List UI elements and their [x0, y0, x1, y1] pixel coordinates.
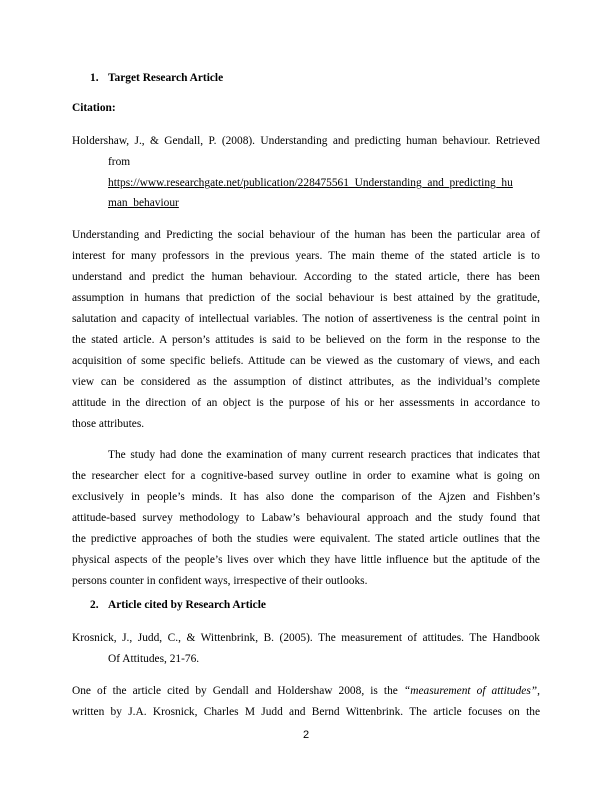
citation-url[interactable] — [108, 196, 540, 210]
paragraph-line: persons counter in confident ways, irrespective of their outlooks. — [72, 575, 368, 587]
paragraph-line: the stated article. A person’s attitudes is said to be believed on the form in the response to the — [72, 334, 540, 346]
paragraph-line: exclusively in people’s minds. It has also done the comparison of the Ajzen and Fishben’s — [72, 491, 540, 503]
section-2-title: Article cited by Research Article — [108, 599, 266, 611]
paragraph-text: One of the article cited by Gendall and Holdershaw 2008, is the — [72, 685, 404, 697]
citation-url-link[interactable]: man_behaviour — [108, 197, 179, 209]
paragraph-line: the predictive approaches of both the studies were equivalent. The stated article outlines that the — [72, 533, 540, 545]
citation-line: Holdershaw, J., & Gendall, P. (2008). Understanding and predicting human behaviour. Retrieved — [72, 135, 540, 147]
paragraph-line: attitude-based survey methodology to Labaw’s behavioural approach and the study found that — [72, 512, 540, 524]
reference-line: Krosnick, J., Judd, C., & Wittenbrink, B. (2005). The measurement of attitudes. The Handbook — [72, 632, 540, 644]
reference-line: Of Attitudes, 21-76. — [108, 653, 200, 665]
citation-url[interactable] — [108, 176, 540, 190]
section-1-number: 1. — [90, 72, 99, 84]
paragraph-line: the researcher elect for a cognitive-based survey outline in order to examine what is going on — [72, 470, 540, 482]
paragraph-line: physical aspects of the people’s lives over which they have little influence but the aptitude of the — [72, 554, 540, 566]
paragraph-line: those attributes. — [72, 418, 145, 430]
paragraph-line: acquisition of some specific beliefs. Attitude can be viewed as the customary of views, and each — [72, 355, 540, 367]
paragraph-line: The study had done the examination of many current research practices that indicates that — [108, 449, 540, 461]
paragraph-line: assumption in humans that prediction of the social behaviour is best attained by the gratitude, — [72, 292, 540, 304]
citation-url-link[interactable]: https://www.researchgate.net/publication/228475561_Understanding_and_predicting_hu — [108, 177, 513, 189]
section-1-title: Target Research Article — [108, 72, 224, 84]
paragraph-line: attitude in the direction of an object is the purpose of his or her assessments in accordance to — [72, 397, 540, 409]
page-number: 2 — [302, 729, 310, 741]
paragraph-line: view can be considered as the assumption of distinct attributes, as the individual’s complete — [72, 376, 540, 388]
article-title-italic: “measurement of attitudes” — [403, 685, 538, 697]
section-1-heading — [90, 72, 223, 84]
section-2-heading — [90, 599, 266, 611]
paragraph-line — [72, 684, 540, 698]
paragraph-line: Understanding and Predicting the social behaviour of the human has been the particular area of — [72, 229, 540, 241]
paragraph-line: interest for many professors in the previous years. The main theme of the stated article is to — [72, 250, 540, 262]
citation-label: Citation: — [72, 102, 116, 114]
section-2-number: 2. — [90, 599, 99, 611]
paragraph-text: , — [537, 685, 540, 697]
paragraph-line: written by J.A. Krosnick, Charles M Judd and Bernd Wittenbrink. The article focuses on the — [72, 706, 540, 718]
citation-line: from — [108, 156, 131, 168]
paragraph-line: salutation and capacity of intellectual variables. The notion of assertiveness is the central point in — [72, 313, 540, 325]
paragraph-line: understand and predict the human behaviour. According to the stated article, there has been — [72, 271, 540, 283]
